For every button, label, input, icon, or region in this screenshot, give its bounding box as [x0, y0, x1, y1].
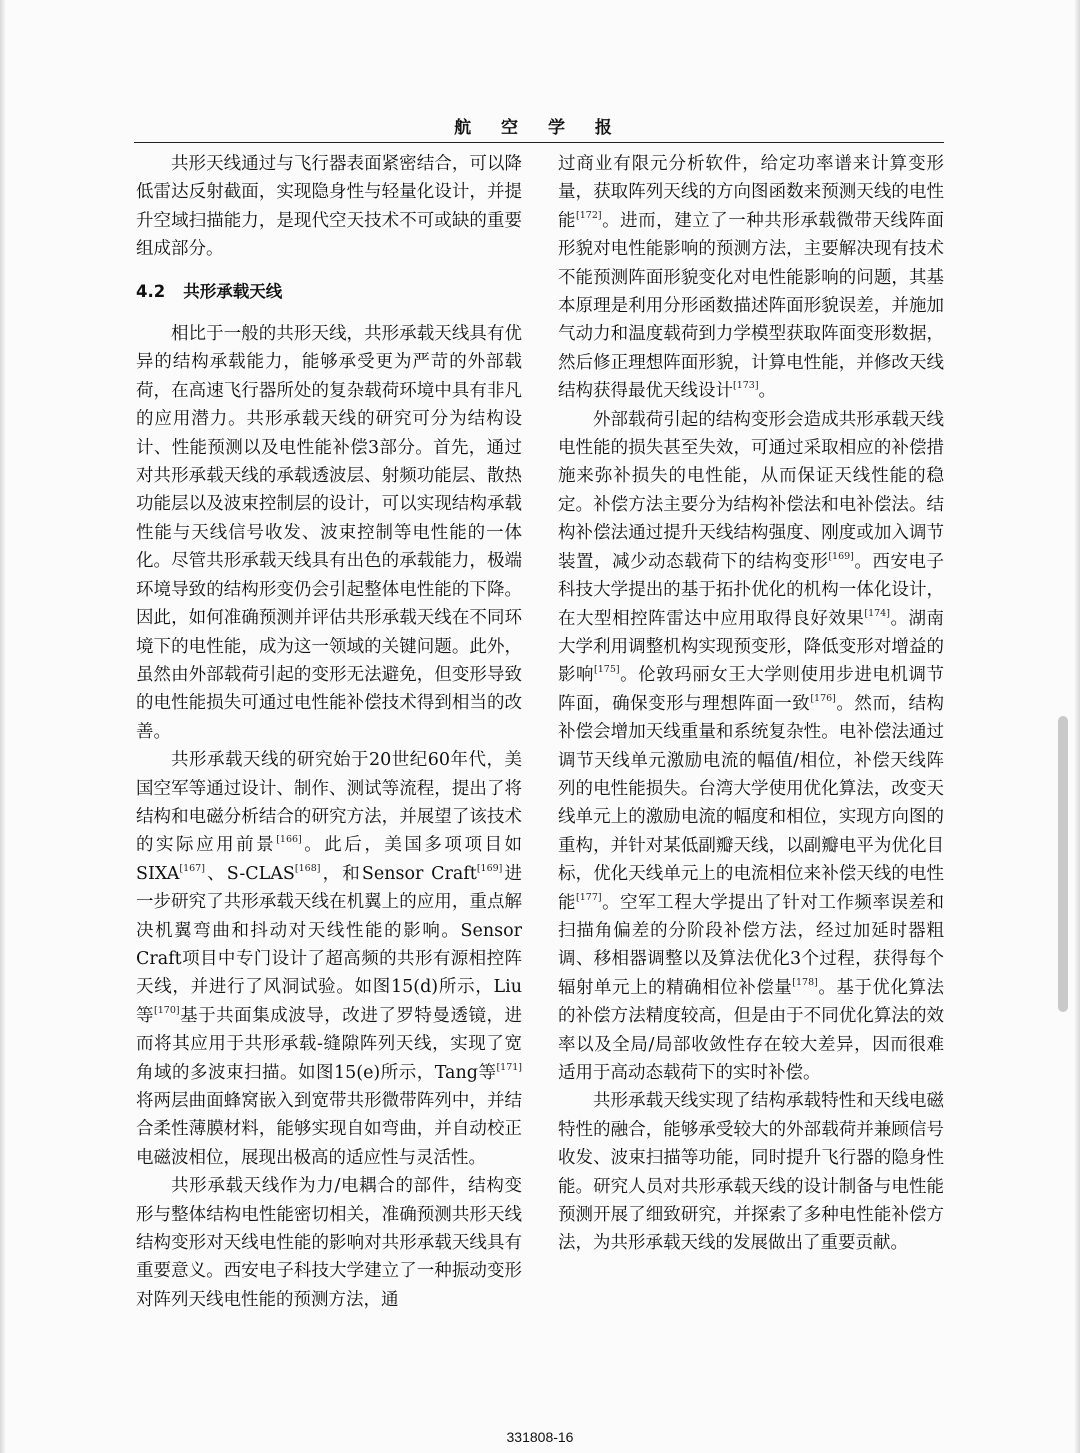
text-run: 进一步研究了共形承载天线在机翼上的应用，重点解决机翼弯曲和抖动对天线性能的影响。Sensor Craft项目中专门设计了超高频的共形有源相控阵天线，并进行了风洞试验。如图15(d)所示，Liu等	[136, 863, 523, 1026]
scrollbar-thumb[interactable]	[1058, 716, 1068, 1012]
text-run: 基于共面集成波导，改进了罗特曼透镜，进而将其应用于共形承载-缝隙阵列天线，实现了宽角域的多波束扫描。如图15(e)所示，Tang等	[136, 1005, 523, 1083]
page-number: 331808-16	[506, 1429, 574, 1445]
text-run: 过商业有限元分析软件，给定功率谱来计算变形量，获取阵列天线的方向图函数来预测天线的电性能	[558, 154, 944, 231]
citation[interactable]: [169]	[476, 862, 503, 874]
citation[interactable]: [172]	[576, 209, 602, 221]
text-run: 。此后，美国多项项目如SIXA	[136, 835, 523, 884]
citation[interactable]: [169]	[828, 550, 854, 562]
citation[interactable]: [168]	[294, 862, 321, 874]
citation[interactable]: [171]	[496, 1061, 522, 1073]
text-run: 、S-CLAS	[204, 863, 295, 884]
text-run: ，和Sensor Craft	[320, 863, 477, 884]
citation[interactable]: [170]	[154, 1004, 180, 1016]
citation[interactable]: [166]	[276, 834, 302, 846]
paragraph: 共形承载天线作为力/电耦合的部件，结构变形与整体结构电性能密切相关，准确预测共形天线结构变形对天线电性能的影响对共形承载天线具有重要意义。西安电子科技大学建立了一种振动变形对阵列天线电性能的预测方法，通	[136, 1176, 522, 1310]
paragraph: 共形承载天线实现了结构承载特性和天线电磁特性的融合，能够承受较大的外部载荷并兼顾信号收发、波束扫描等功能，同时提升飞行器的隐身性能。研究人员对共形承载天线的设计制备与电性能预测开展了细致研究，并探索了多种电性能补偿方法，为共形承载天线的发展做出了重要贡献。	[558, 1091, 944, 1254]
text-run: 。	[758, 381, 777, 402]
text-run: 。西安电子科技大学提出的基于拓扑优化的机构一体化设计，在大型相控阵雷达中应用取得良好效果	[558, 551, 945, 629]
journal-title: 航 空 学 报	[454, 118, 624, 138]
citation[interactable]: [176]	[810, 692, 836, 704]
text-run: 共形承载天线的研究始于20世纪60年代，美国空军等通过设计、制作、测试等流程，提出了将结构和电磁分析结合的研究方法，并展望了该技术的实际应用前景	[136, 750, 522, 856]
citation[interactable]: [167]	[179, 862, 205, 874]
text-run: 。进而，建立了一种共形承载微带天线阵面形貌对电性能影响的预测方法，主要解决现有技术不能预测阵面形貌变化对电性能影响的问题，其基本原理是利用分形函数描述阵面形貌误差，并施加气动力和温度载荷到力学模型获取阵面变形数据，然后修正理想阵面形貌，计算电性能，并修改天线结构获得最优天线设计	[558, 210, 945, 402]
text-run: 。湖南大学利用调整机构实现预变形，降低变形对增益的影响	[558, 608, 945, 686]
paragraph: 相比于一般的共形天线，共形承载天线具有优异的结构承载能力，能够承受更为严苛的外部载荷，在高速飞行器所处的复杂载荷环境中具有非凡的应用潜力。共形承载天线的研究可分为结构设计、性能预测以及电性能补偿3部分。首先，通过对共形承载天线的承载透波层、射频功能层、散热功能层以及波束控制层的设计，可以实现结构承载性能与天线信号收发、波束控制等电性能的一体化。尽管共形承载天线具有出色的承载能力，极端环境导致的结构形变仍会引起整体电性能的下降。因此，如何准确预测并评估共形承载天线在不同环境下的电性能，成为这一领域的关键问题。此外，虽然由外部载荷引起的变形无法避免，但变形导致的电性能损失可通过电性能补偿技术得到相当的改善。	[136, 324, 522, 742]
running-header	[134, 108, 944, 143]
citation[interactable]: [175]	[594, 664, 620, 676]
paragraph	[558, 406, 944, 1088]
section-number: 4.2	[136, 281, 166, 301]
page-edge	[0, 0, 6, 1453]
paragraph: 共形天线通过与飞行器表面紧密结合，可以降低雷达反射截面，实现隐身性与轻量化设计，并提升空域扫描能力，是现代空天技术不可或缺的重要组成部分。	[136, 154, 522, 260]
citation[interactable]: [178]	[792, 976, 818, 988]
citation[interactable]: [173]	[733, 380, 759, 392]
section-title: 共形承载天线	[183, 281, 283, 301]
paragraph	[558, 150, 944, 406]
left-column	[136, 150, 522, 1314]
text-run: 外部载荷引起的结构变形会造成共形承载天线电性能的损失甚至失效，可通过采取相应的补偿措施来弥补损失的电性能，从而保证天线性能的稳定。补偿方法主要分为结构补偿法和电补偿法。结构补偿法通过提升天线结构强度、刚度或加入调节装置，减少动态载荷下的结构变形	[558, 409, 944, 572]
right-column	[558, 150, 944, 1258]
text-run: 。空军工程大学提出了针对工作频率误差和扫描角偏差的分阶段补偿方法，经过加延时器粗调、移相器调整以及算法优化3个过程，获得每个辐射单元上的精确相位补偿量	[558, 892, 945, 998]
text-run: 。伦敦玛丽女王大学则使用步进电机调节阵面，确保变形与理想阵面一致	[558, 665, 945, 714]
text-run: 将两层曲面蜂窝嵌入到宽带共形微带阵列中，并结合柔性薄膜材料，能够实现自如弯曲，并自动校正电磁波相位，展现出极高的适应性与灵活性。	[136, 1091, 522, 1168]
citation[interactable]: [177]	[576, 891, 602, 903]
paragraph	[136, 746, 522, 1172]
text-run: 。基于优化算法的补偿方法精度较高，但是由于不同优化算法的效率以及全局/局部收敛性存在较大差异，因而很难适用于高动态载荷下的实时补偿。	[558, 977, 945, 1083]
section-heading	[136, 278, 522, 306]
text-run: 。然而，结构补偿会增加天线重量和系统复杂性。电补偿法通过调节天线单元激励电流的幅值/相位，补偿天线阵列的电性能损失。台湾大学使用优化算法，改变天线单元上的激励电流的幅度和相位，实现方向图的重构，并针对某低副瓣天线，以副瓣电平为优化目标，优化天线单元上的电流相位来补偿天线的电性能	[558, 693, 945, 913]
citation[interactable]: [174]	[864, 607, 890, 619]
